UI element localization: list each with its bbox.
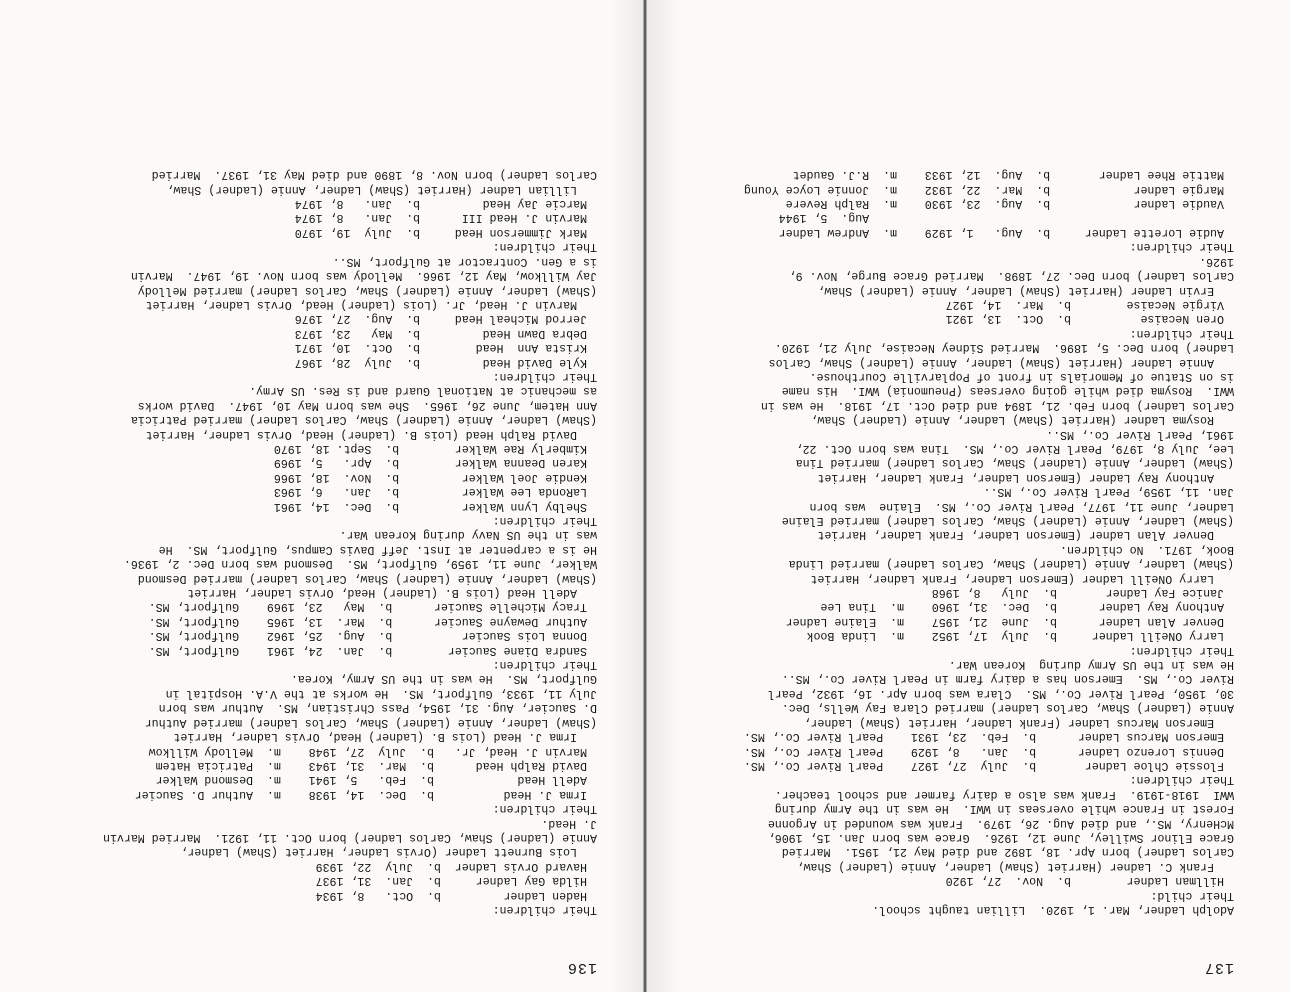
text-line: Irma J. Head (Lois B. (Ladner) Head, Orvis Ladner, Harriet [173, 730, 577, 744]
text-line: Ann Hatem, June 26, 1965. She was born May 10, 1947. David works [137, 398, 597, 412]
text-line: Lois Burnett Ladner (Orvis Ladner, Harriet (Shaw) Ladner, [180, 845, 577, 859]
text-line: Ladner, June 11, 1977, Pearl River Co., MS. Elaine was born [809, 499, 1234, 513]
page-number: 137 [1203, 959, 1234, 976]
text-line: Kyle David Head b. July 28, 1967 [294, 355, 587, 369]
text-line: 1926. [1199, 254, 1234, 268]
text-line: (Shaw) Ladner, Annie (Ladner) Shaw, Carlos Ladner) married Authur [144, 715, 597, 729]
text-line: Hillman Ladner b. Nov. 27, 1920 [945, 874, 1224, 888]
text-line: Larry ONeill Ladner (Emerson Ladner, Frank Ladner, Harriet [810, 571, 1214, 585]
text-line: Sandra Diane Saucier b. Jan. 24, 1961 Gulfport, MS. [148, 643, 587, 657]
text-line: Their children: [492, 802, 597, 816]
text-line: Their children: [1129, 240, 1234, 254]
text-line: Anthony Ray Ladner (Emerson Ladner, Frank Ladner, Harriet [817, 470, 1214, 484]
text-line: Their children: [492, 240, 597, 254]
text-line: Donna Lois Saucier b. Aug. 25, 1962 Gulfport, MS. [148, 629, 587, 643]
text-line: Havard Orvis Ladner b. July 22, 1939 [315, 859, 587, 873]
text-line: Hilda Gay Ladner b. Jan. 31, 1937 [315, 874, 587, 888]
text-line: Marvin J. Head III b. Jan. 8, 1974 [294, 211, 587, 225]
text-line: Mark Jimmerson Head b. July 19, 1970 [294, 225, 587, 239]
text-line: Marcie Jay Head b. Jan. 8, 1974 [294, 197, 587, 211]
text-line: Annie Ladner (Harriet (Shaw) Ladner, Annie (Ladner) Shaw, Carlos [768, 355, 1214, 369]
text-line: Mattie Rhee Ladner b. Aug. 12, 1933 m. R.J. Gaudet [792, 168, 1224, 182]
text-line: Their children: [492, 903, 597, 916]
text-line: (Shaw) Ladner, Annie (Ladner) Shaw, Carlos Ladner) married Mellody [137, 283, 597, 297]
text-line: Adell Head b. Feb. 5, 1941 m. Desmond Walker [155, 773, 587, 787]
text-line: Forest in France while overseas in WWI. He was in the Army during [774, 802, 1234, 816]
text-line: is a Gen. Contractor at Gulfport, MS.. [332, 254, 597, 268]
text-line: David Ralph Head b. Mar. 31, 1943 m. Patricia Hatem [155, 758, 587, 772]
text-line: Their children: [1129, 643, 1234, 657]
text-line: Vaudie Ladner b. Aug. 23, 1930 m. Ralph Revere [785, 197, 1224, 211]
text-line: (Shaw) Ladner, Annie (Ladner) Shaw, Carlos Ladner) married Desmond [137, 571, 597, 585]
text-line: He was in the US Army during Korean War. [948, 658, 1234, 672]
text-line: Oren Necaise b. Oct. 13, 1921 [945, 312, 1224, 326]
text-line: Gulfport, MS. He was in the US Army, Korea. [290, 672, 597, 686]
text-line: Virgie Necaise b. Mar. 14, 1927 [945, 297, 1224, 311]
text-line: (Shaw) Ladner, Annie (Ladner) Shaw, Carlos Ladner) married Patricia [130, 413, 597, 427]
text-line: River Co., MS. Emerson has a dairy farm in Pearl River Co., MS.. [781, 672, 1234, 686]
text-line: Ervin Ladner (Harriet (Shaw) Ladner, Annie (Ladner) Shaw, [817, 283, 1214, 297]
text-line: Their children: [1129, 326, 1234, 340]
page-body [661, 167, 1234, 916]
text-line: Haden Ladner b. Oct. 8, 1934 [315, 888, 587, 902]
text-line: is on Statue of Memorials in front of Poplarville Courthouse. [809, 369, 1234, 383]
text-line: Their children: [492, 369, 597, 383]
text-line: (Shaw) Ladner, Annie (Ladner) Shaw, Carlos Ladner) married Linda [788, 557, 1234, 571]
page-137 [645, 0, 1290, 992]
text-line: Aug. 5, 1944 [778, 211, 1224, 225]
text-line: Their children: [492, 514, 597, 528]
text-line: (Shaw) Ladner, Annie (Ladner) Shaw, Carlos Ladner) married Tina [795, 456, 1234, 470]
text-line: Carlos Ladner) born Nov. 8, 1890 and died May 31, 1937. Married [151, 168, 597, 182]
text-line: D. Saucier, Aug. 31, 1954, Pass Christian, MS. Authur was born [158, 701, 597, 715]
page-body [20, 167, 597, 916]
text-line: Denver Alan Ladner (Emerson Ladner, Frank Ladner, Harriet [817, 528, 1214, 542]
text-line: Carlos Ladner) born Apr. 18, 1892 and died May 21, 1951. Married [781, 845, 1234, 859]
text-line: Frank C. Ladner (Harriet (Shaw) Ladner, Annie (Ladner) Shaw, [796, 859, 1214, 873]
text-line: Krista Ann Head b. Oct. 10, 1971 [294, 341, 587, 355]
text-line: David Ralph Head (Lois B. (Ladner) Head, Orvis Ladner, Harriet [145, 427, 577, 441]
text-line: Grace Elinor Swilley, June 12, 1926. Grace was born Jan. 15, 1906, [767, 830, 1234, 844]
text-line: Authur Dewayne Saucier b. Mar. 13, 1965 Gulfport, MS. [148, 614, 587, 628]
text-line: 30, 1950, Pearl River Co., MS. Clara was born Apr. 16, 1932, Pearl [767, 686, 1234, 700]
text-line: Dennis Lorenzo Ladner b. Jan. 8, 1929 Pearl River Co., MS. [743, 744, 1224, 758]
text-line: Janice Fay Ladner b. July 8, 1968 [931, 586, 1224, 600]
text-line: McHenry, MS., and died Aug. 26, 1979. Frank was wounded in Argonne [767, 816, 1234, 830]
text-line: Rosyma Ladner (Harriet (Shaw) Ladner, Annie (Ladner) Shaw, [810, 413, 1214, 427]
page-number: 136 [566, 959, 597, 976]
text-line: Lillian Ladner (Harriet (Shaw) Ladner, Annie (Ladner) Shaw, [166, 182, 577, 196]
text-line: Ladner) born Dec. 5, 1896. Married Sidney Necaise, July 21, 1920. [774, 341, 1234, 355]
text-line: Jan. 11, 1959, Pearl River Co., MS.. [983, 485, 1234, 499]
text-line: July 11, 1933, Gulfport, MS. He works at the V.A. Hospital in [165, 686, 597, 700]
text-line: J. Head. [541, 816, 597, 830]
text-line: Audie Lorette Ladner b. Aug. 1, 1929 m. Andrew Ladner [778, 225, 1224, 239]
text-line: WWI. Rosyma died while going overseas (Pneumonia) WWI. His name [781, 384, 1234, 398]
text-line: Adell Head (Lois B. (Ladner) Head, Orvis Ladner, Harriet [187, 586, 577, 600]
text-line: Karen Deanna Walker b. Apr. 5, 1969 [273, 456, 587, 470]
text-line: Jerrod Micheal Head b. Aug. 27, 1976 [294, 312, 587, 326]
text-line: was in the US Navy during Korean War. [339, 528, 597, 542]
text-line: Shelby Lynn Walker b. Dec. 14, 1961 [273, 499, 587, 513]
text-line: Carlos Ladner) born Feb. 21, 1894 and died Oct. 17, 1918. He was in [760, 398, 1234, 412]
text-line: Carlos Ladner) born Dec. 27, 1898. Married Grace Burge, Nov. 9, [788, 269, 1234, 283]
text-line: Kendie Joel Walker b. Nov. 18, 1966 [273, 470, 587, 484]
text-line: Flossie Chloe Ladner b. July 27, 1927 Pearl River Co., MS. [743, 758, 1224, 772]
text-line: Walker, June 11, 1959, Gulfport, MS. Desmond was born Dec. 2, 1936. [123, 557, 597, 571]
text-line: Debra Dawn Head b. May 23, 1973 [294, 326, 587, 340]
text-line: Adolph Ladner, Mar. 1, 1920. Lillian taught school. [872, 903, 1234, 916]
text-line: Jay Willkow, May 12, 1966. Mellody was born Nov. 19, 1947. Marvin [130, 269, 597, 283]
text-line: Annie (Ladner) Shaw, Carlos Ladner) born Oct. 11, 1921. Married Marvin [103, 830, 597, 844]
text-line: LaRonda Lee Walker b. Jan. 6, 1963 [273, 485, 587, 499]
text-line: He is a carpenter at Inst. Jeff Davis Campus, Gulfport, MS. He [158, 542, 597, 556]
text-line: Their children: [1129, 773, 1234, 787]
text-line: Emerson Marcus Ladner (Frank Ladner, Harriet (Shaw) Ladner, [803, 715, 1214, 729]
text-line: Tracy Michelle Saucier b. May 23, 1969 Gulfport, MS. [148, 600, 587, 614]
text-line: Marvin J. Head, Jr. (Lois (Ladner) Head, Orvis Ladner, Harriet [145, 297, 577, 311]
text-line: Annie (Ladner) Shaw, Carlos Ladner) married Clara Fay Wells, Dec. [781, 701, 1234, 715]
text-line: (Shaw) Ladner, Annie (Ladner) Shaw, Carlos Ladner) married Elaine [781, 514, 1234, 528]
text-line: Marvin J. Head, Jr. b. July 27, 1948 m. Mellody Willkow [148, 744, 587, 758]
text-line: Irma J. Head b. Dec. 14, 1938 m. Authur D. Saucier [134, 787, 587, 801]
text-line: 1961, Pearl River Co., MS.. [1046, 427, 1234, 441]
text-line: Lee, July 8, 1979, Pearl River Co., MS. Tina was born Oct. 22, [795, 442, 1234, 455]
text-line: Their child: [1150, 888, 1234, 902]
text-line: Larry ONeill Ladner b. July 17, 1952 m. Linda Book [806, 629, 1224, 643]
text-line: Anthony Ray Ladner b. Dec. 31, 1960 m. Tina Lee [820, 600, 1224, 614]
text-line: Kimberly Rae Walker b. Sept. 18, 1970 [273, 442, 587, 455]
text-line: Their children: [492, 658, 597, 672]
text-line: Emerson Marcus Ladner b. Feb. 23, 1931 Pearl River Co., MS. [743, 730, 1224, 744]
text-line: Margie Ladner b. Mar. 22, 1932 m. Jonnie Loyce Young [743, 182, 1224, 196]
text-line: Book, 1971. No children. [1060, 542, 1234, 556]
text-line: WWI 1918-1919. Frank was also a dairy farmer and school teacher. [774, 787, 1234, 801]
text-line: as mechanic at National Guard and is Res. US Army. [249, 384, 597, 398]
text-line: Denver Alan Ladner b. June 21, 1957 m. Elaine Ladner [785, 614, 1224, 628]
